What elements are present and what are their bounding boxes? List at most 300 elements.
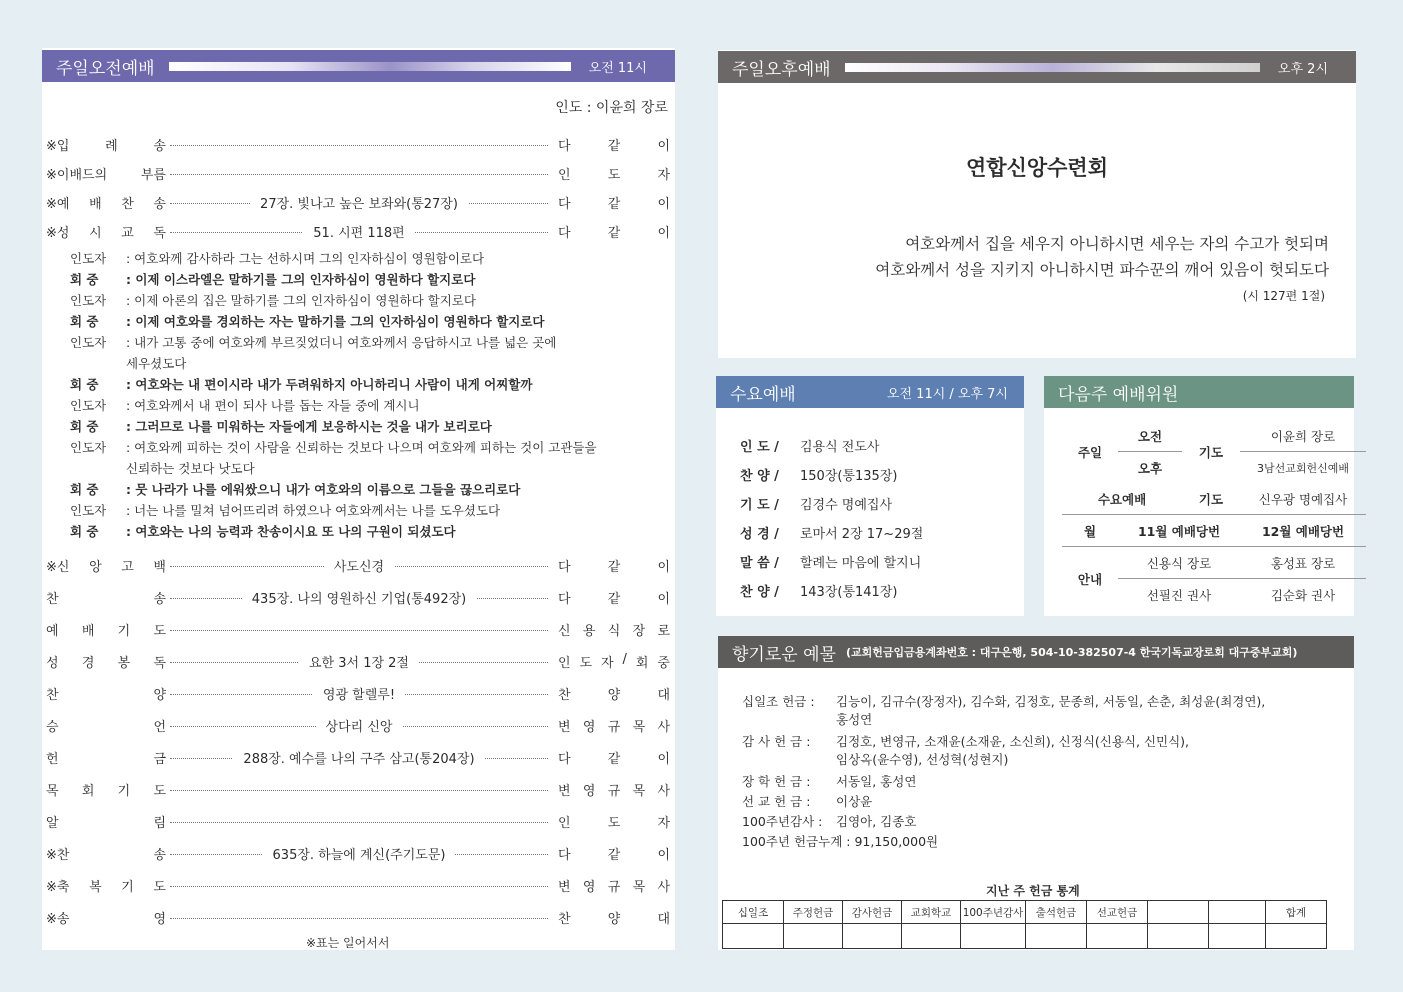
stats-value-cell [1148, 924, 1209, 949]
offering-line [742, 792, 872, 810]
spaced-char: ※입 [46, 139, 70, 154]
spaced-char: 경 [81, 656, 95, 671]
responsive-speaker: 인도자 [70, 440, 107, 455]
order-item-detail: 51. 시편 118편 [303, 226, 414, 241]
spaced-char: 같 [607, 560, 621, 575]
spaced-char: 다 [558, 848, 571, 863]
wednesday-role: 말 씀 / [740, 556, 779, 571]
order-row [46, 780, 670, 802]
order-item-label [46, 908, 166, 927]
standing-note: ※표는 일어서서 [306, 936, 390, 950]
next-week-header [1044, 376, 1354, 408]
order-item-detail-wrap [170, 222, 548, 241]
order-row [46, 812, 670, 834]
order-item-label [46, 193, 166, 212]
dec-duty-label: 12월 예배당번 [1240, 515, 1366, 547]
offering-names: 91,150,000원 [854, 834, 939, 849]
stats-header-cell: 감사헌금 [843, 901, 902, 924]
responsive-text: : 뭇 나라가 나를 에워쌌으니 내가 여호와의 이름으로 그들을 끊으리로다 [126, 482, 521, 497]
spaced-char: 송 [153, 592, 166, 607]
spaced-char: ※예 [46, 197, 70, 212]
nov-guide-2: 선필진 권사 [1146, 587, 1212, 603]
offering-line [742, 732, 1189, 768]
spaced-char: ※송 [46, 912, 70, 927]
spaced-char: 인 [558, 816, 571, 831]
prayer-label: 기도 [1198, 444, 1224, 460]
afternoon-header [718, 51, 1356, 83]
offering-names: 서동일, 홍성연 [836, 774, 917, 789]
offering-category: 감 사 헌 금 : [742, 734, 811, 749]
wednesday-header [716, 376, 1024, 408]
order-item-detail: 27장. 빛나고 높은 보좌와(통27장) [250, 197, 468, 212]
spaced-char: 성 [46, 656, 59, 671]
nov-duty-label: 11월 예배당번 [1118, 515, 1240, 547]
dotted-leader [170, 918, 548, 919]
stats-header-cell: 십일조 [723, 901, 784, 924]
spaced-char: 다 [558, 139, 571, 154]
spaced-char: 교 [121, 226, 134, 241]
spaced-char: 기 [117, 624, 131, 639]
order-item-by [558, 684, 670, 703]
afternoon-time: 오후 2시 [1277, 61, 1328, 77]
order-item-by [558, 844, 670, 863]
spaced-char: 인 [558, 168, 571, 183]
sunday-label: 주일 [1077, 444, 1103, 460]
spaced-char: 신 [558, 624, 571, 639]
wednesday-row [740, 465, 897, 484]
order-item-detail-wrap [170, 556, 548, 575]
dotted-leader [170, 145, 548, 146]
morning-time: 오전 11시 [588, 60, 647, 76]
verse-line-2: 여호와께서 성을 지키지 아니하시면 파수꾼의 깨어 있음이 헛되도다 [875, 261, 1329, 279]
responsive-speaker: 회 중 [70, 482, 99, 497]
order-row [46, 620, 670, 642]
responsive-speaker: 회 중 [70, 419, 99, 434]
order-item-by [558, 193, 670, 212]
stats-title: 지난 주 헌금 통계 [986, 884, 1080, 898]
wednesday-role: 인 도 / [740, 440, 779, 455]
wednesday-role: 성 경 / [740, 527, 779, 542]
wednesday-time: 오전 11시 / 오후 7시 [886, 386, 1008, 402]
dec-guide-1: 홍성표 장로 [1240, 547, 1366, 579]
dotted-leader [170, 822, 548, 823]
responsive-text: : 여호와는 내 편이시라 내가 두려워하지 아니하리니 사람이 내게 어찌할까 [126, 377, 533, 392]
responsive-line [70, 500, 670, 521]
spaced-char: 영 [582, 720, 596, 735]
spaced-char: 복 [89, 880, 102, 895]
order-item-label [46, 652, 166, 671]
nov-guide-1: 신용식 장로 [1118, 547, 1240, 579]
order-row [46, 556, 670, 578]
order-item-by [558, 716, 670, 735]
wednesday-value: 김경수 명예집사 [800, 498, 893, 513]
responsive-speaker: 인도자 [70, 335, 107, 350]
responsive-speaker: 인도자 [70, 398, 107, 413]
spaced-char: 용 [582, 624, 596, 639]
responsive-line [70, 332, 670, 374]
offering-category: 선 교 헌 금 : [742, 794, 811, 809]
stats-value-cell [723, 924, 784, 949]
order-item-by [558, 556, 670, 575]
spaced-char: 같 [607, 848, 621, 863]
header-decor-bar [845, 63, 1260, 72]
order-item-label [46, 620, 166, 639]
spaced-char: 같 [607, 226, 621, 241]
spaced-char: 예 [46, 624, 59, 639]
wednesday-row [740, 552, 921, 571]
responsive-text: : 여호와께 감사하라 그는 선하시며 그의 인자하심이 영원함이로다 [126, 251, 485, 266]
order-item-by [558, 652, 670, 671]
spaced-char: 찬 [46, 592, 59, 607]
order-item-by [558, 164, 670, 183]
offering-category: 100주년감사 : [742, 814, 823, 829]
responsive-line [70, 290, 670, 311]
dotted-leader [170, 630, 548, 631]
spaced-char: 규 [607, 880, 621, 895]
order-item-detail-wrap [170, 844, 548, 863]
responsive-speaker: 인도자 [70, 251, 107, 266]
spaced-char: 독 [153, 226, 166, 241]
order-item-by [558, 748, 670, 767]
spaced-char: 사 [657, 720, 670, 735]
offering-names: 김영아, 김종호 [836, 814, 917, 829]
spaced-char: 례 [105, 139, 118, 154]
dotted-leader [170, 886, 548, 887]
morning-leader: 인도 : 이윤희 장로 [555, 100, 668, 116]
order-item-detail: 435장. 나의 영원하신 기업(통492장) [242, 592, 476, 607]
order-row [46, 193, 670, 215]
responsive-speaker: 인도자 [70, 503, 107, 518]
spaced-char: 기 [121, 880, 134, 895]
responsive-line [70, 374, 670, 395]
spaced-char: 규 [607, 720, 621, 735]
spaced-char: 림 [153, 816, 166, 831]
spaced-char: 다 [558, 560, 571, 575]
next-week-title: 다음주 예배위원 [1058, 384, 1179, 405]
spaced-char: 영 [153, 912, 166, 927]
spaced-char: ※성 [46, 226, 70, 241]
spaced-char: 목 [632, 720, 646, 735]
stats-value-cell [1209, 924, 1266, 949]
spaced-char: 독 [153, 656, 166, 671]
spaced-char: 도 [579, 656, 593, 671]
responsive-text: : 여호와는 나의 능력과 찬송이시요 또 나의 구원이 되셨도다 [126, 524, 456, 539]
order-item-detail-wrap [170, 652, 548, 671]
responsive-line [70, 248, 670, 269]
spaced-char: 이 [657, 752, 670, 767]
offering-category: 장 학 헌 금 : [742, 774, 811, 789]
wednesday-title: 수요예배 [730, 384, 796, 405]
offering-continuation: 홍성연 [836, 712, 873, 727]
wednesday-role: 찬 양 / [740, 585, 779, 600]
order-item-by [558, 876, 670, 895]
responsive-text: : 너는 나를 밀쳐 넘어뜨리려 하였으나 여호와께서는 나를 도우셨도다 [126, 503, 501, 518]
spaced-char: 봉 [117, 656, 131, 671]
wednesday-row [740, 523, 923, 542]
pm-label: 오후 [1137, 460, 1163, 476]
spaced-char: 양 [153, 688, 166, 703]
dotted-leader [170, 790, 548, 791]
order-item-detail: 요한 3서 1장 2절 [299, 656, 419, 671]
wednesday-value: 150장(통135장) [800, 469, 898, 484]
spaced-char: 영 [582, 784, 596, 799]
responsive-speaker: 회 중 [70, 314, 99, 329]
spaced-char: 같 [607, 139, 621, 154]
order-item-detail-wrap [170, 193, 548, 212]
responsive-line [70, 311, 670, 332]
order-item-label [46, 684, 166, 703]
spaced-char: 사 [657, 880, 670, 895]
spaced-char: 찬 [121, 197, 134, 212]
spaced-char: 사 [657, 784, 670, 799]
stats-header-cell: 합계 [1266, 901, 1327, 924]
spaced-char: 대 [657, 688, 670, 703]
order-item-by [558, 222, 670, 241]
spaced-char: 시 [89, 226, 102, 241]
offering-category: 100주년 헌금누계 : [742, 834, 851, 849]
wed-prayer-name: 신우광 명예집사 [1258, 491, 1348, 507]
stats-header-cell [1209, 901, 1266, 924]
header-decor-bar [169, 62, 571, 71]
spaced-char: 이 [657, 848, 670, 863]
verse-line-1: 여호와께서 집을 세우지 아니하시면 세우는 자의 수고가 헛되며 [905, 235, 1329, 253]
spaced-char: 기 [117, 784, 131, 799]
wednesday-role: 찬 양 / [740, 469, 779, 484]
responsive-speaker: 회 중 [70, 524, 99, 539]
offering-names: 김정호, 변영규, 소재윤(소재윤, 소신희), 신정식(신용식, 신민식), [836, 734, 1190, 749]
responsive-speaker: 회 중 [70, 272, 99, 287]
offering-title: 향기로운 예물 [732, 644, 836, 665]
spaced-char: 같 [607, 197, 621, 212]
order-item-label [46, 556, 166, 575]
responsive-continuation: 세우셨도다 [126, 356, 187, 371]
wed-prayer-label: 기도 [1198, 491, 1224, 507]
spaced-char: ※찬 [46, 848, 70, 863]
spaced-char: 금 [153, 752, 166, 767]
spaced-char: 승 [46, 720, 59, 735]
spaced-char: 규 [607, 784, 621, 799]
order-item-detail-wrap [170, 588, 548, 607]
order-item-detail-wrap [170, 748, 548, 767]
wednesday-row [740, 494, 892, 513]
order-item-label [46, 164, 166, 183]
spaced-char: 영 [582, 880, 596, 895]
order-item-label [46, 780, 166, 799]
responsive-continuation: 신뢰하는 것보다 낫도다 [126, 461, 255, 476]
wednesday-role: 기 도 / [740, 498, 779, 513]
responsive-speaker: 인도자 [70, 293, 107, 308]
afternoon-panel [718, 50, 1356, 358]
spaced-char: 송 [153, 139, 166, 154]
morning-header [42, 50, 675, 82]
responsive-text: : 내가 고통 중에 여호와께 부르짖었더니 여호와께서 응답하시고 나를 넓은 곳에 [126, 335, 557, 350]
offering-account: (교회헌금입금용계좌번호 : 대구은행, 504-10-382507-4 한국기독교장로회 대구중부교회) [845, 646, 1298, 659]
spaced-char: 목 [46, 784, 59, 799]
offering-names: 김능이, 김규수(장정자), 김수화, 김정호, 문종희, 서동일, 손춘, 최성윤(최경연), [836, 694, 1266, 709]
stats-value-cell [961, 924, 1026, 949]
responsive-speaker: 회 중 [70, 377, 99, 392]
order-item-detail: 288장. 예수를 나의 구주 삼고(통204장) [233, 752, 484, 767]
stats-header-cell: 100주년감사 [961, 901, 1026, 924]
order-item-label [46, 748, 166, 767]
next-week-table [1062, 420, 1366, 610]
stats-value-cell [1266, 924, 1327, 949]
order-item-label [46, 222, 166, 241]
responsive-line [70, 521, 670, 542]
order-item-by [558, 135, 670, 154]
offering-line [742, 772, 916, 790]
spaced-char: 회 [635, 656, 649, 671]
responsive-line [70, 395, 670, 416]
spaced-char: 찬 [558, 912, 571, 927]
spaced-char: 이 [657, 139, 670, 154]
stats-value-cell [784, 924, 843, 949]
spaced-char: 도 [607, 816, 621, 831]
order-item-detail: 상다리 신앙 [316, 720, 403, 735]
stats-header-cell: 출석헌금 [1026, 901, 1087, 924]
order-row [46, 135, 670, 157]
event-title: 연합신앙수련회 [966, 156, 1109, 180]
spaced-char: 다 [558, 197, 571, 212]
order-item-by [558, 908, 670, 927]
responsive-text: : 이제 아론의 집은 말하기를 그의 인자하심이 영원하다 할지로다 [126, 293, 476, 308]
spaced-char: 부름 [140, 168, 166, 183]
stats-value-cell [843, 924, 902, 949]
spaced-char: 찬 [558, 688, 571, 703]
spaced-char: 변 [558, 784, 571, 799]
spaced-char: 같 [607, 752, 621, 767]
spaced-char: 앙 [89, 560, 102, 575]
offering-line [742, 812, 916, 830]
wednesday-row [740, 436, 879, 455]
morning-title: 주일오전예배 [56, 58, 155, 79]
spaced-char: 이 [657, 226, 670, 241]
spaced-char: 도 [607, 168, 621, 183]
stats-header-cell: 주정헌금 [784, 901, 843, 924]
dotted-leader [170, 174, 548, 175]
order-row [46, 876, 670, 898]
order-item-label [46, 844, 166, 863]
order-item-label [46, 876, 166, 895]
am-label: 오전 [1118, 420, 1182, 452]
spaced-char: 다 [558, 592, 571, 607]
spaced-char: 언 [153, 720, 166, 735]
spaced-char: 헌 [46, 752, 59, 767]
order-row [46, 684, 670, 706]
responsive-line [70, 269, 670, 290]
order-item-by [558, 812, 670, 831]
order-row [46, 652, 670, 674]
responsive-text: : 여호와께 피하는 것이 사람을 신뢰하는 것보다 나으며 여호와께 피하는 것이 고관들을 [126, 440, 597, 455]
responsive-text: : 그러므로 나를 미워하는 자들에게 보응하시는 것을 내가 보리로다 [126, 419, 492, 434]
offering-stats-table [722, 900, 1327, 949]
stats-value-cell [902, 924, 961, 949]
spaced-char: 다 [558, 226, 571, 241]
stats-value-cell [1087, 924, 1148, 949]
order-item-label [46, 812, 166, 831]
spaced-char: 찬 [46, 688, 59, 703]
order-item-by [558, 620, 670, 639]
afternoon-title: 주일오후예배 [732, 59, 831, 80]
spaced-char: 다 [558, 752, 571, 767]
guide-label: 안내 [1077, 571, 1103, 587]
responsive-text: : 이제 이스라엘은 말하기를 그의 인자하심이 영원하다 할지로다 [126, 272, 476, 287]
offering-line [742, 832, 938, 850]
responsive-line [70, 416, 670, 437]
spaced-char: 회 [81, 784, 95, 799]
order-row [46, 908, 670, 930]
order-row [46, 164, 670, 186]
spaced-char: 배 [89, 197, 102, 212]
spaced-char: 목 [632, 784, 646, 799]
spaced-char: ※축 [46, 880, 70, 895]
spaced-char: 변 [558, 880, 571, 895]
offering-header [718, 636, 1354, 668]
offering-names: 이상윤 [836, 794, 873, 809]
spaced-char: 장 [632, 624, 646, 639]
spaced-char: 목 [632, 880, 646, 895]
order-item-label [46, 716, 166, 735]
order-item-detail-wrap [170, 716, 548, 735]
wednesday-value: 143장(통141장) [800, 585, 898, 600]
order-item-label [46, 588, 166, 607]
order-item-detail-wrap [170, 684, 548, 703]
responsive-line [70, 479, 670, 500]
spaced-char: 로 [657, 624, 670, 639]
responsive-text: : 여호와께서 내 편이 되사 나를 돕는 자들 중에 계시니 [126, 398, 420, 413]
spaced-char: 같 [607, 592, 621, 607]
spaced-char: 도 [153, 880, 166, 895]
order-item-by [558, 780, 670, 799]
wed-service-label: 수요예배 [1097, 491, 1147, 507]
offering-category: 십일조 헌금 : [742, 694, 815, 709]
spaced-char: 도 [153, 784, 166, 799]
spaced-char: 이 [657, 592, 670, 607]
spaced-char: 송 [153, 848, 166, 863]
order-item-by [558, 588, 670, 607]
month-label: 월 [1062, 515, 1118, 547]
order-item-detail: 635장. 하늘에 계신(주기도문) [263, 848, 456, 863]
spaced-char: 자 [601, 656, 614, 671]
spaced-char: ※신 [46, 560, 70, 575]
order-item-detail: 영광 할렐루! [313, 688, 405, 703]
order-row [46, 222, 670, 244]
spaced-char: 자 [657, 168, 670, 183]
order-row [46, 844, 670, 866]
responsive-line [70, 437, 670, 479]
dec-guide-2: 김순화 권사 [1270, 587, 1336, 603]
stats-header-cell [1148, 901, 1209, 924]
spaced-char: 도 [153, 624, 166, 639]
responsive-text: : 이제 여호와를 경외하는 자는 말하기를 그의 인자하심이 영원하다 할지로다 [126, 314, 545, 329]
order-row [46, 748, 670, 770]
verse-citation: (시 127편 1절) [1242, 289, 1325, 303]
spaced-char: 양 [607, 688, 621, 703]
wednesday-value: 로마서 2장 17~29절 [800, 527, 924, 542]
spaced-char: 변 [558, 720, 571, 735]
pm-prayer-name: 3남선교회헌신예배 [1256, 461, 1349, 475]
spaced-char: / [622, 652, 627, 667]
wednesday-row [740, 581, 897, 600]
stats-value-cell [1026, 924, 1087, 949]
order-row [46, 588, 670, 610]
spaced-char: ※이배드의 [46, 168, 108, 183]
spaced-char: 인 [558, 656, 571, 671]
spaced-char: 송 [153, 197, 166, 212]
spaced-char: 백 [153, 560, 166, 575]
stats-header-cell: 교회학교 [902, 901, 961, 924]
spaced-char: 대 [657, 912, 670, 927]
